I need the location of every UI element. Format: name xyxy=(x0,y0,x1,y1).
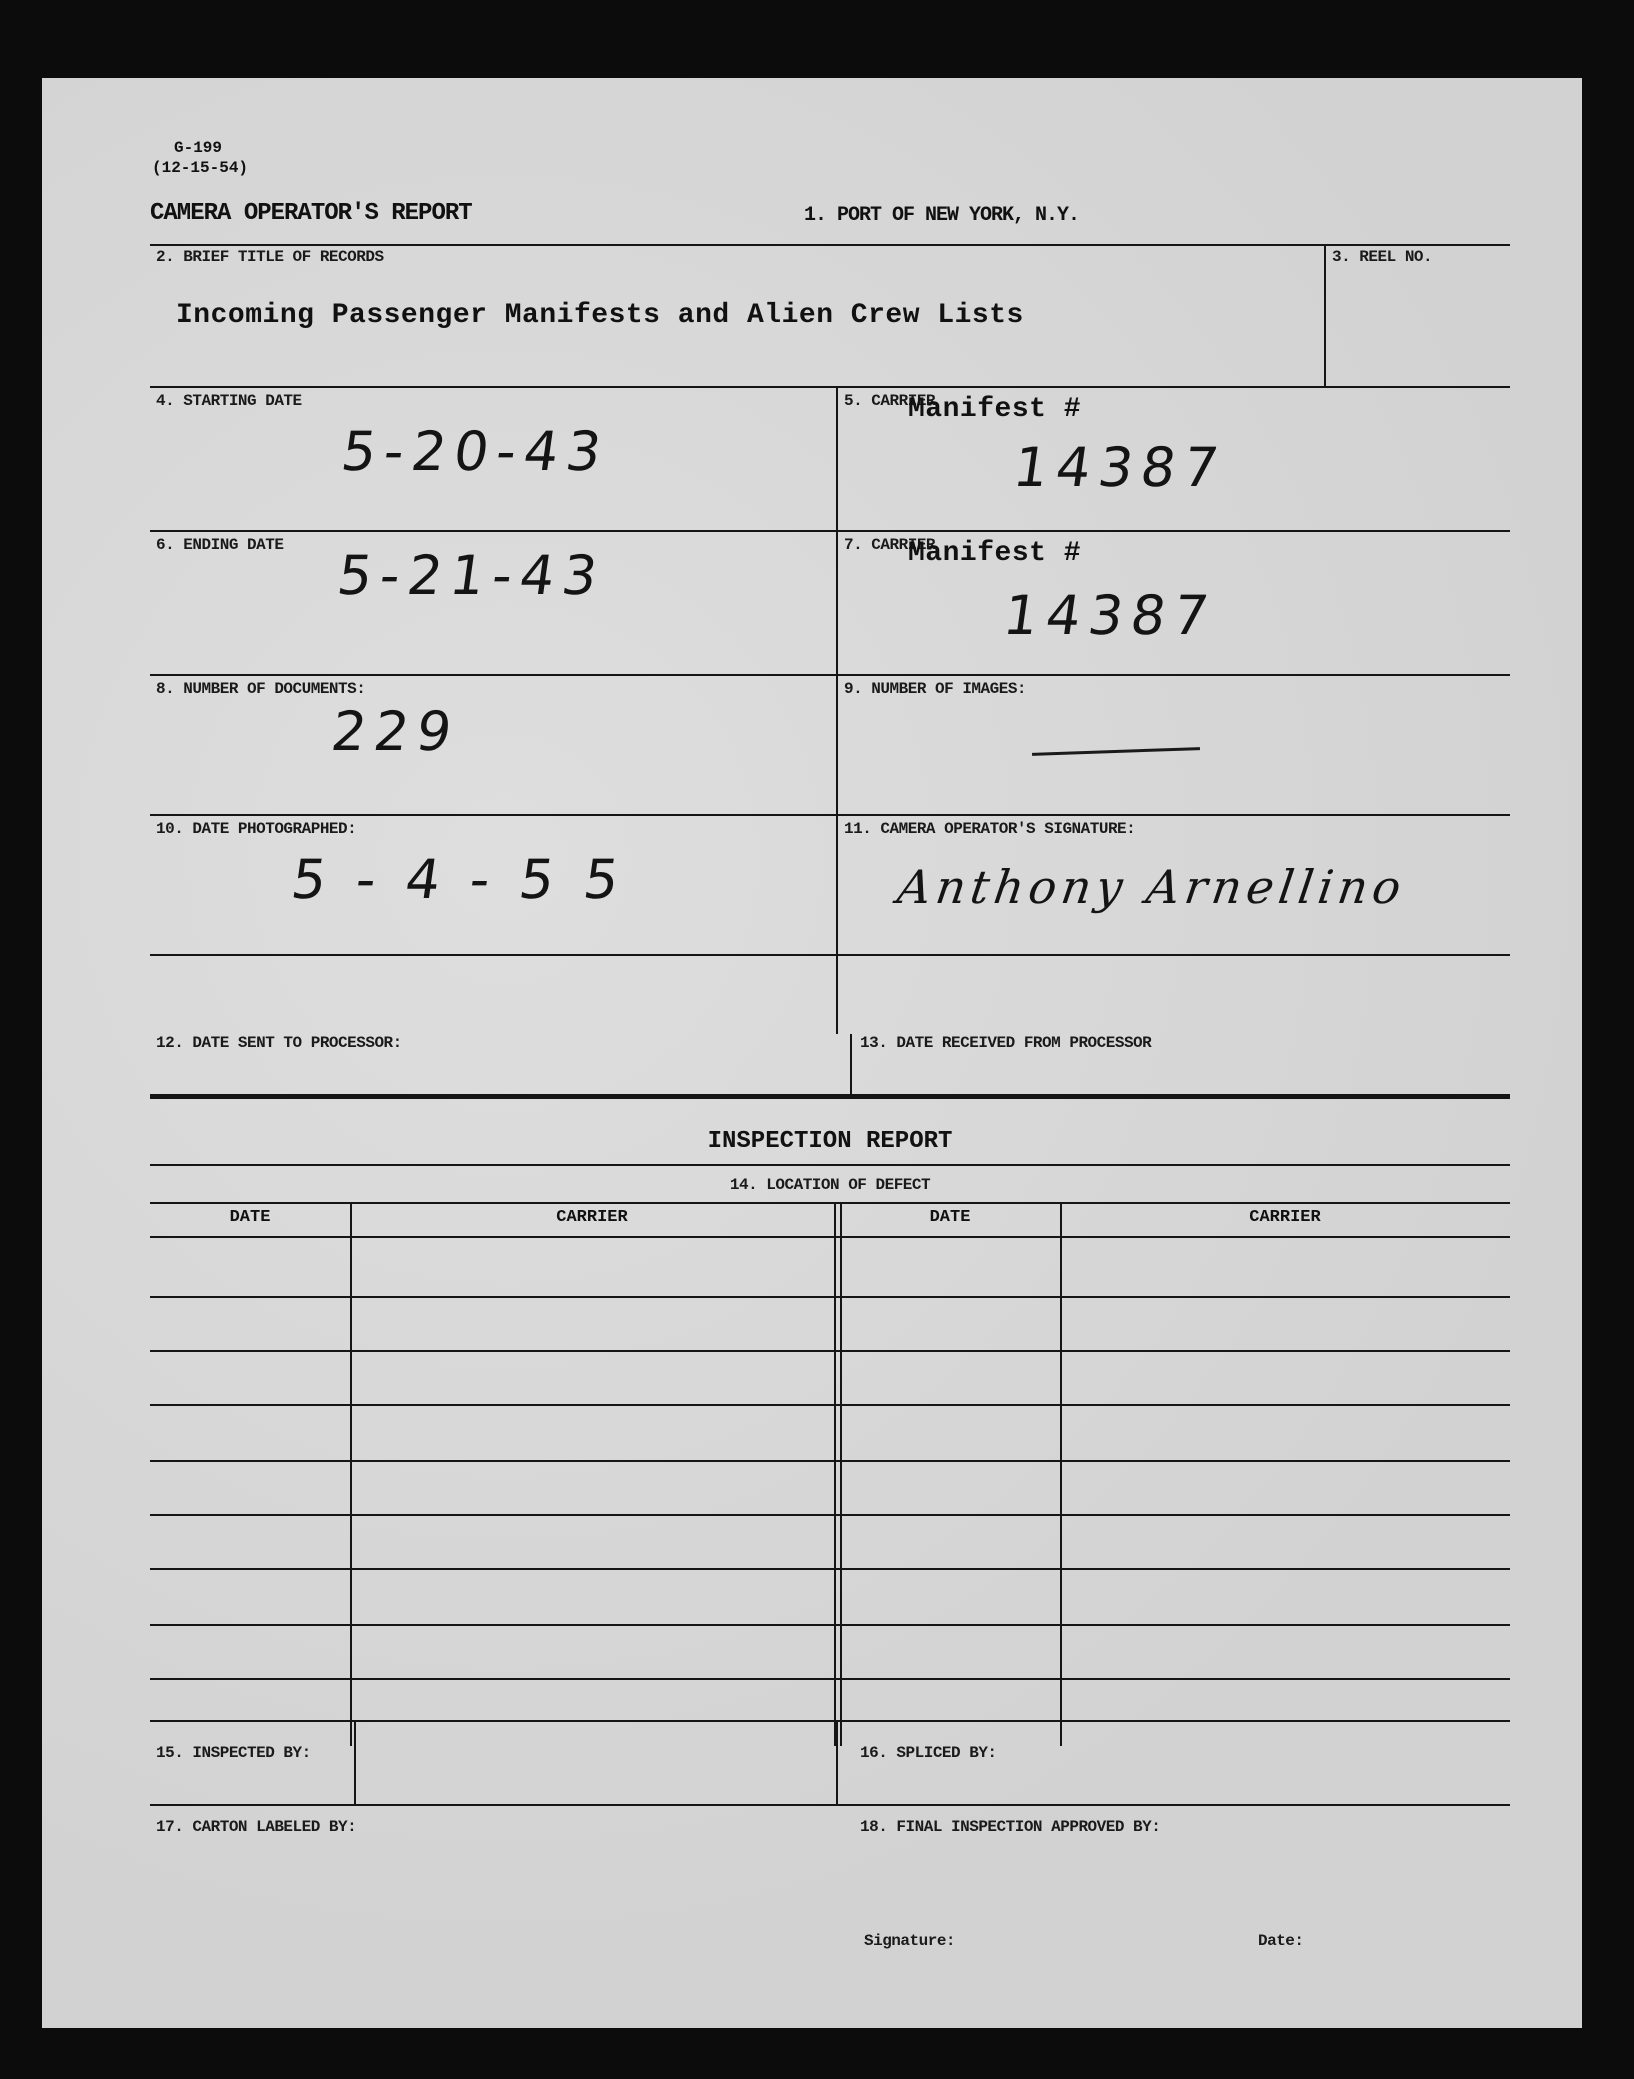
inspection-report-title: INSPECTION REPORT xyxy=(707,1128,953,1155)
spliced-by-label: 16. SPLICED BY: xyxy=(860,1744,997,1762)
form-revision: (12-15-54) xyxy=(152,159,249,177)
carrier-manifest-5: Manifest # xyxy=(908,394,1082,425)
starting-date-label: 4. STARTING DATE xyxy=(156,392,302,410)
location-of-defect-label: 14. LOCATION OF DEFECT xyxy=(729,1176,931,1194)
number-of-images-label: 9. NUMBER OF IMAGES: xyxy=(844,680,1027,698)
number-of-documents-label: 8. NUMBER OF DOCUMENTS: xyxy=(156,680,366,698)
date-received-label: 13. DATE RECEIVED FROM PROCESSOR xyxy=(860,1034,1152,1052)
carrier-value-5: 14387 xyxy=(1009,436,1231,499)
date-sent-label: 12. DATE SENT TO PROCESSOR: xyxy=(156,1034,402,1052)
ending-date-value: 5-21-43 xyxy=(333,544,610,607)
port-label: 1. PORT OF NEW YORK, N.Y. xyxy=(804,204,1080,227)
signature-label: Signature: xyxy=(864,1932,956,1950)
form-code: G-199 xyxy=(174,139,223,157)
form-page xyxy=(42,78,1582,2028)
number-of-documents-value: 229 xyxy=(327,700,464,763)
camera-operator-signature-label: 11. CAMERA OPERATOR'S SIGNATURE: xyxy=(844,820,1136,838)
camera-operator-signature: Anthony Arnellino xyxy=(894,860,1410,914)
date-label: Date: xyxy=(1258,1932,1304,1950)
carrier-label-5: 5. CARRIER xyxy=(844,392,936,410)
inspected-by-label: 15. INSPECTED BY: xyxy=(156,1744,311,1762)
col-carrier-2: CARRIER xyxy=(1249,1208,1321,1227)
col-carrier-1: CARRIER xyxy=(556,1208,628,1227)
carrier-manifest-7: Manifest # xyxy=(908,538,1082,569)
carrier-label-7: 7. CARRIER xyxy=(844,536,936,554)
date-photographed-label: 10. DATE PHOTOGRAPHED: xyxy=(156,820,357,838)
final-inspection-label: 18. FINAL INSPECTION APPROVED BY: xyxy=(860,1818,1161,1836)
brief-title-value: Incoming Passenger Manifests and Alien Crew Lists xyxy=(176,300,1024,331)
reel-no-label: 3. REEL NO. xyxy=(1332,248,1433,266)
col-date-1: DATE xyxy=(229,1208,271,1227)
brief-title-label: 2. BRIEF TITLE OF RECORDS xyxy=(156,248,384,266)
ending-date-label: 6. ENDING DATE xyxy=(156,536,284,554)
col-date-2: DATE xyxy=(929,1208,971,1227)
carrier-value-7: 14387 xyxy=(999,584,1221,647)
starting-date-value: 5-20-43 xyxy=(337,420,614,483)
date-photographed-value: 5-4-55 xyxy=(287,848,653,911)
number-of-images-dash xyxy=(1032,747,1200,756)
carton-labeled-by-label: 17. CARTON LABELED BY: xyxy=(156,1818,357,1836)
form-title: CAMERA OPERATOR'S REPORT xyxy=(150,200,472,227)
